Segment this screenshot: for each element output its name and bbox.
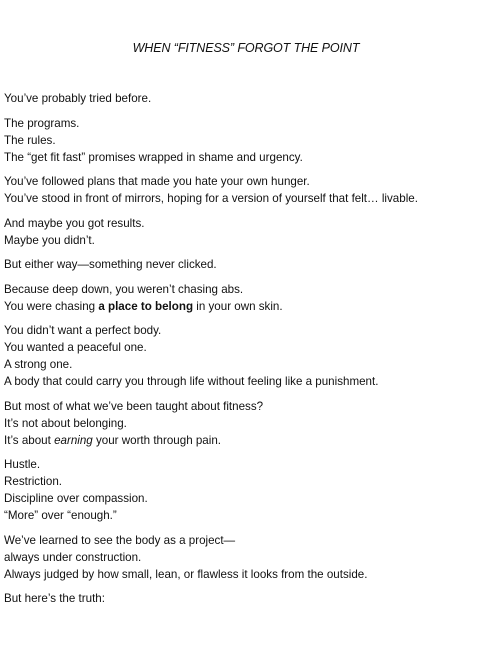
text-line: The rules. xyxy=(4,133,56,147)
paragraph xyxy=(4,215,488,249)
text-line-rich xyxy=(4,298,488,315)
text-line: It’s not about belonging. xyxy=(4,416,127,430)
text-line: Hustle. xyxy=(4,458,41,471)
text-line: You’ve probably tried before. xyxy=(4,92,152,105)
text-line: You didn’t want a perfect body. xyxy=(4,324,162,337)
text-line: But either way—something never clicked. xyxy=(4,258,217,271)
paragraph xyxy=(4,281,488,315)
text-line: Always judged by how small, lean, or flawless it looks from the outside. xyxy=(4,567,368,581)
text-run: It’s about xyxy=(4,433,55,447)
paragraph xyxy=(4,532,488,583)
text-line: You wanted a peaceful one. xyxy=(4,341,147,354)
text-line: The “get fit fast” promises wrapped in shame and urgency. xyxy=(4,150,303,164)
text-line: Restriction. xyxy=(4,475,62,488)
paragraph xyxy=(4,456,488,524)
paragraph xyxy=(4,90,488,107)
text-line: Because deep down, you weren’t chasing abs. xyxy=(4,282,244,296)
text-line: But here’s the truth: xyxy=(4,592,105,605)
paragraph xyxy=(4,322,488,390)
text-line: The programs. xyxy=(4,116,80,130)
text-line: And maybe you got results. xyxy=(4,216,145,230)
paragraph xyxy=(4,173,488,207)
paragraph xyxy=(4,115,488,166)
italic-text-run: earning xyxy=(54,433,93,447)
paragraph xyxy=(4,256,488,273)
text-line: always under construction. xyxy=(4,550,142,564)
text-line: But most of what we’ve been taught about fitness? xyxy=(4,399,264,413)
text-line: A strong one. xyxy=(4,358,73,371)
paragraph xyxy=(4,590,488,607)
text-line: Discipline over compassion. xyxy=(4,492,148,505)
text-line: A body that could carry you through life without feeling like a punishment. xyxy=(4,375,379,388)
text-run: your worth through pain. xyxy=(92,433,222,447)
text-line: We’ve learned to see the body as a project— xyxy=(4,533,236,547)
text-run: in your own skin. xyxy=(193,299,283,313)
text-run: You were chasing xyxy=(4,299,99,313)
text-line: You’ve followed plans that made you hate your own hunger. xyxy=(4,175,310,188)
text-line: “More” over “enough.” xyxy=(4,509,117,522)
document-title: WHEN “FITNESS” FORGOT THE POINT xyxy=(132,41,360,55)
document-body xyxy=(4,90,488,615)
text-line: Maybe you didn’t. xyxy=(4,233,95,247)
text-line-rich xyxy=(4,432,488,449)
paragraph xyxy=(4,398,488,449)
text-line: You’ve stood in front of mirrors, hoping for a version of yourself that felt… livable. xyxy=(4,192,418,205)
bold-text-run: a place to belong xyxy=(98,299,194,313)
